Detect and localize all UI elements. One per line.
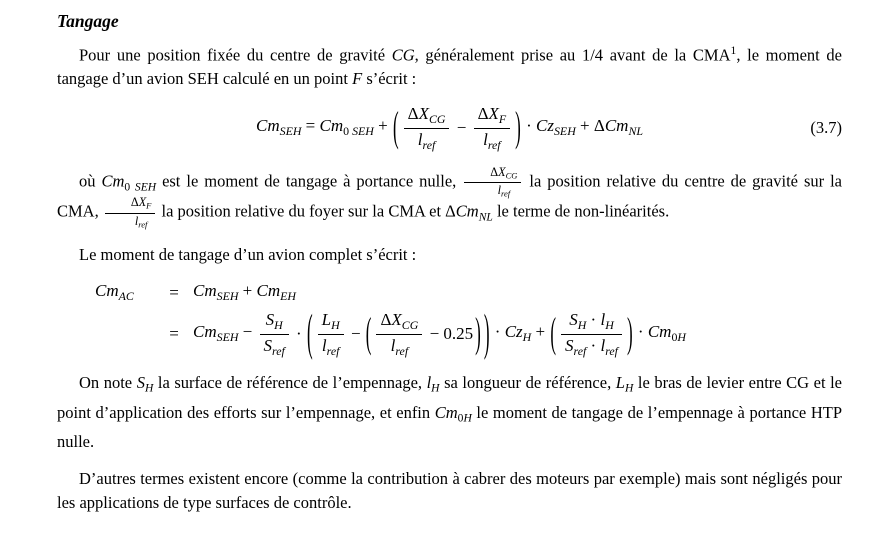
paragraph: où $Cm_{0 SEH}$ est le moment de tangage à portance nulle, $\frac{\Delta X_{CG}}{l_{ref}}$ la position relative du centre de gravité sur la CMA, $\frac{\Delta X_F}{l_{ref}}$ la position relative du foyer sur la CMA et ΔCm$_{NL}$ le terme de non-linéarités.: [57, 164, 842, 230]
fraction-denominator: $S_{ref} \cdot l_{ref}$: [565, 335, 618, 358]
fraction-numerator: $\Delta X_F$: [474, 104, 511, 128]
math-subscript: [605, 343, 618, 357]
fraction-numerator: [318, 310, 344, 334]
math-subscript: [280, 124, 302, 138]
math-variable: ref: [605, 343, 618, 358]
math-variable: X: [498, 164, 506, 179]
math-variable: ref: [422, 137, 436, 152]
close-paren-icon: ): [475, 309, 481, 357]
document-content: [57, 39, 842, 515]
math-variable: F: [146, 200, 152, 211]
equation-row: [95, 280, 842, 307]
fraction-numerator: $\Delta X_F$: [105, 196, 156, 213]
math-run: · $Cz_H$ +: [490, 321, 550, 344]
math-subscript: [499, 112, 506, 126]
fraction-denominator: [318, 335, 344, 358]
aligned-equations: [95, 280, 842, 362]
paragraph: D’autres termes existent encore (comme la contribution à cabrer des moteurs par exemple) mais sont négligés pour les applications de type surfaces de contrôle.: [57, 469, 842, 513]
paragraph: Le moment de tangage d’un avion complet s’écrit :: [79, 244, 417, 264]
math-subscript: [554, 124, 576, 138]
math-subscript: [119, 288, 134, 302]
math-variable: NL: [478, 211, 493, 224]
math-subscript: 0H: [671, 329, 686, 344]
math-variable: Cm: [101, 171, 125, 191]
math-variable: Cm: [647, 321, 672, 341]
math-variable: ref: [487, 137, 501, 152]
math-variable: H: [274, 318, 283, 333]
math-variable: H: [331, 318, 340, 333]
math-run: · $Cz_{SEH} + \Delta Cm_{NL}$: [521, 115, 643, 138]
math-variable: H: [677, 329, 686, 344]
math-subscript: [138, 219, 147, 229]
math-run: [95, 280, 134, 307]
math-variable: CG: [505, 170, 518, 181]
math-fraction: [318, 310, 344, 358]
math-variable: S: [565, 335, 574, 355]
equals-sign: =: [169, 282, 179, 302]
math-run: −: [346, 324, 365, 344]
math-subscript: [145, 383, 153, 395]
math-variable: Cz: [536, 115, 554, 135]
math-variable: AC: [118, 288, 134, 303]
math-variable: X: [488, 104, 499, 124]
paren-content: [373, 310, 473, 358]
math-subscript: [327, 343, 340, 357]
math-variable: SEH: [352, 123, 374, 138]
math-subscript: [402, 318, 419, 332]
math-variable: H: [463, 412, 472, 425]
math-variable: CG: [401, 318, 419, 333]
fraction-denominator: [260, 335, 289, 358]
math-variable: SEH: [553, 123, 576, 138]
open-paren-icon: (: [550, 309, 557, 357]
math-variable: H: [144, 382, 154, 395]
math-variable: ref: [500, 189, 511, 199]
math-variable: H: [431, 382, 440, 395]
math-subscript: [605, 318, 614, 332]
math-variable: Cz: [504, 321, 523, 341]
math-fraction: [474, 104, 511, 152]
parenthesis-group: [392, 104, 522, 152]
math-variable: H: [522, 329, 532, 344]
math-subscript: [395, 343, 408, 357]
math-variable: X: [138, 195, 147, 210]
math-subscript: [272, 343, 285, 357]
fraction-numerator: $\Delta X_{CG}$: [404, 104, 450, 128]
math-variable: SEH: [216, 329, 239, 344]
parenthesis-group: [549, 310, 633, 358]
math-run: −: [452, 118, 471, 138]
math-variable: CG: [391, 45, 415, 65]
math-fraction: [464, 166, 521, 200]
parenthesis-group: [365, 310, 482, 358]
math-variable: l: [390, 335, 396, 355]
math-variable: l: [600, 335, 606, 355]
close-paren-icon: ): [515, 103, 521, 151]
math-variable: CG: [428, 112, 446, 127]
paragraph: On note $S_H$ la surface de référence de l’empennage, $l_H$ sa longueur de référence, $L_H$ le bras de levier entre CG et le point d’application des efforts sur l’empennage, et enfin $Cm_{0H}$ le moment de tangage de l’empennage à portance HTP nulle.: [57, 372, 843, 452]
math-variable: l: [600, 310, 606, 330]
fraction-numerator: $\Delta X_{CG}$: [464, 166, 521, 183]
math-fraction: [376, 310, 422, 358]
math-variable: S: [136, 372, 145, 392]
math-subscript: 0 SEH: [343, 123, 374, 138]
fraction-numerator: $S_H \cdot l_H$: [561, 310, 622, 334]
equals-sign: =: [169, 324, 179, 344]
math-variable: l: [426, 372, 432, 392]
math-variable: H: [624, 382, 634, 395]
math-variable: L: [321, 310, 332, 330]
math-variable: Cm: [604, 115, 629, 135]
math-subscript: [423, 137, 436, 151]
math-subscript: [274, 318, 283, 332]
close-paren-icon: ): [626, 309, 633, 357]
math-fraction: [404, 104, 450, 152]
fraction-denominator: [376, 335, 422, 358]
math-subscript: [429, 112, 446, 126]
math-subscript: [506, 171, 518, 181]
math-variable: Cm: [256, 280, 281, 300]
fraction-denominator: [474, 129, 511, 152]
math-variable: SEH: [216, 288, 239, 303]
math-superscript: 1: [730, 45, 737, 57]
paren-content: [558, 310, 625, 358]
math-variable: Cm: [319, 115, 344, 135]
display-equation: [57, 104, 842, 152]
fraction-denominator: [404, 129, 450, 152]
open-paren-icon: (: [392, 103, 399, 151]
math-variable: Cm: [455, 201, 479, 221]
math-subscript: [479, 212, 493, 224]
math-run: − 0.25: [425, 324, 474, 344]
math-run: $Cm_{SEH}$ −: [193, 321, 257, 344]
math-subscript: [628, 124, 643, 138]
close-paren-icon: ): [483, 304, 490, 362]
open-paren-icon: (: [365, 309, 372, 357]
math-variable: X: [391, 310, 402, 330]
math-variable: ref: [573, 343, 587, 358]
math-variable: ref: [395, 343, 409, 358]
math-variable: Cm: [434, 402, 458, 422]
math-subscript: [217, 330, 239, 344]
math-run: $Cm_{SEH} = Cm_{0 SEH}$ +: [256, 115, 392, 138]
math-fraction: [105, 196, 156, 230]
math-variable: Cm: [95, 280, 119, 300]
equation-number: (3.7): [810, 118, 842, 138]
math-run: $Cm_{SEH} + Cm_{EH}$: [193, 280, 296, 303]
parenthesis-group: [306, 304, 491, 362]
math-variable: l: [134, 213, 139, 228]
math-variable: l: [417, 129, 423, 149]
math-variable: X: [418, 104, 429, 124]
paren-content: [401, 104, 514, 152]
equation-lhs: [95, 280, 155, 307]
math-variable: SEH: [134, 181, 157, 194]
fraction-numerator: [260, 310, 289, 334]
math-subscript: 0H: [457, 412, 472, 425]
math-subscript: [331, 318, 340, 332]
math-run: ·: [291, 324, 306, 344]
math-variable: H: [577, 318, 587, 333]
math-run: · $Cm_{0H}$: [633, 321, 686, 344]
math-variable: ref: [326, 343, 340, 358]
math-fraction: [260, 310, 289, 358]
math-subscript: [625, 383, 633, 395]
math-subscript: 0 SEH: [124, 181, 157, 194]
math-subscript: [431, 383, 439, 395]
paragraph: Pour une position fixée du centre de gravité CG, généralement prise au 1/4 avant de la CMA$^1$, le moment de tangage d’un avion SEH calculé en un point F s’écrit :: [57, 45, 843, 89]
math-variable: SEH: [279, 123, 302, 138]
equation-rhs: [193, 304, 686, 362]
math-variable: l: [497, 183, 501, 198]
fraction-numerator: $\Delta X_{CG}$: [376, 310, 422, 334]
math-subscript: [488, 137, 501, 151]
math-variable: H: [605, 318, 614, 333]
math-variable: S: [569, 310, 578, 330]
math-variable: ref: [138, 219, 148, 230]
math-subscript: [217, 288, 239, 302]
section-heading: Tangage: [57, 11, 119, 31]
equation-body: [57, 104, 842, 152]
math-variable: l: [321, 335, 327, 355]
math-subscript: [578, 318, 587, 332]
math-variable: L: [615, 372, 625, 392]
math-subscript: [523, 330, 532, 344]
fraction-denominator: [105, 214, 156, 230]
math-subscript: [501, 189, 510, 199]
math-variable: Cm: [256, 115, 280, 135]
fraction-denominator: [464, 183, 521, 199]
math-variable: S: [263, 335, 273, 355]
math-fraction: [561, 310, 622, 358]
math-variable: F: [352, 69, 363, 89]
math-subscript: [146, 201, 151, 211]
math-variable: l: [483, 129, 488, 149]
open-paren-icon: (: [306, 304, 313, 362]
equation-rhs: [193, 280, 296, 307]
math-subscript: [280, 288, 296, 302]
paren-content: [315, 310, 482, 358]
math-subscript: [574, 343, 587, 357]
math-variable: F: [498, 112, 507, 127]
equation-row: [95, 304, 842, 362]
math-variable: EH: [280, 288, 296, 303]
math-variable: S: [265, 310, 275, 330]
math-variable: NL: [628, 123, 643, 138]
math-variable: Cm: [193, 280, 217, 300]
math-variable: ref: [272, 343, 285, 358]
math-variable: Cm: [193, 321, 217, 341]
